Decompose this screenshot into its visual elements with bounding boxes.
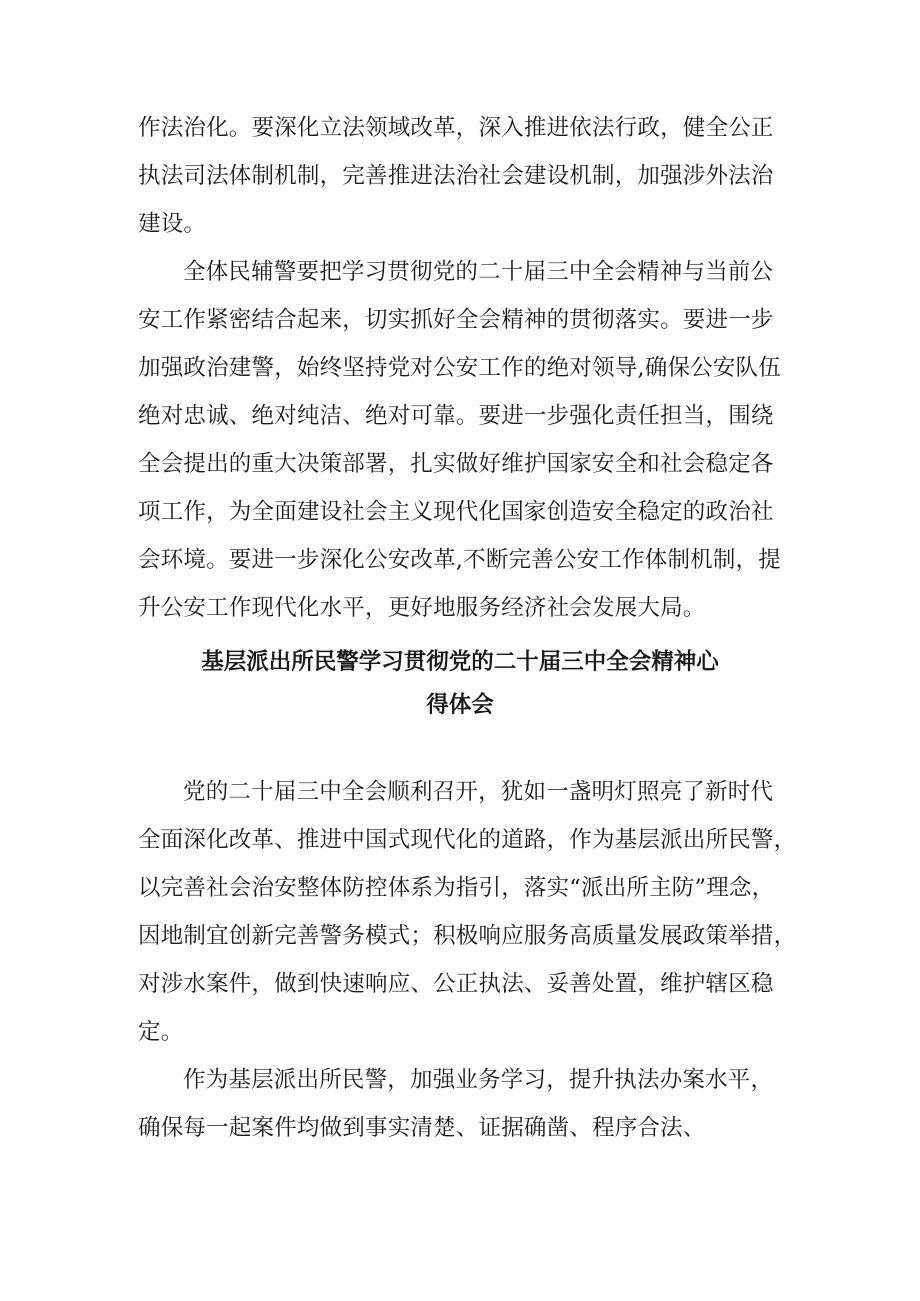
text-line: 加强政治建警，始终坚持党对公安工作的绝对领导,确保公安队伍 bbox=[138, 355, 781, 381]
text-line: 定。 bbox=[138, 1019, 184, 1045]
text-line: 党的二十届三中全会顺利召开，犹如一盏明灯照亮了新时代 bbox=[183, 779, 774, 805]
text-line: 绝对忠诚、绝对纯洁、绝对可靠。要进一步强化责任担当，围绕 bbox=[138, 403, 774, 429]
text-line: 作为基层派出所民警，加强业务学习，提升执法办案水平， bbox=[183, 1067, 774, 1093]
text-line: 对涉水案件，做到快速响应、公正执法、妥善处置，维护辖区稳 bbox=[138, 971, 774, 997]
text-line: 执法司法体制机制，完善推进法治社会建设机制，加强涉外法治 bbox=[138, 163, 774, 189]
text-line: 因地制宜创新完善警务模式；积极响应服务高质量发展政策举措， bbox=[138, 923, 797, 949]
text-line: 全面深化改革、推进中国式现代化的道路，作为基层派出所民警， bbox=[138, 827, 797, 853]
text-line: 确保每一起案件均做到事实清楚、证据确凿、程序合法、 bbox=[138, 1115, 706, 1141]
text-line: 全体民辅警要把学习贯彻党的二十届三中全会精神与当前公 bbox=[183, 259, 774, 285]
section-title-line-2: 得体会 bbox=[426, 692, 494, 718]
text-line: 建设。 bbox=[138, 211, 207, 237]
text-line: 会环境。要进一步深化公安改革,不断完善公安工作体制机制，提 bbox=[138, 547, 781, 573]
text-line: 以完善社会治安整体防控体系为指引，落实“派出所主防”理念， bbox=[138, 875, 775, 901]
text-line: 升公安工作现代化水平，更好地服务经济社会发展大局。 bbox=[138, 595, 706, 621]
section-title-line-1: 基层派出所民警学习贯彻党的二十届三中全会精神心 bbox=[201, 649, 719, 675]
text-line: 安工作紧密结合起来，切实抓好全会精神的贯彻落实。要进一步 bbox=[138, 307, 774, 333]
text-line: 作法治化。要深化立法领域改革，深入推进依法行政，健全公正 bbox=[138, 115, 774, 141]
text-line: 全会提出的重大决策部署，扎实做好维护国家安全和社会稳定各 bbox=[138, 451, 774, 477]
text-line: 项工作，为全面建设社会主义现代化国家创造安全稳定的政治社 bbox=[138, 499, 774, 525]
